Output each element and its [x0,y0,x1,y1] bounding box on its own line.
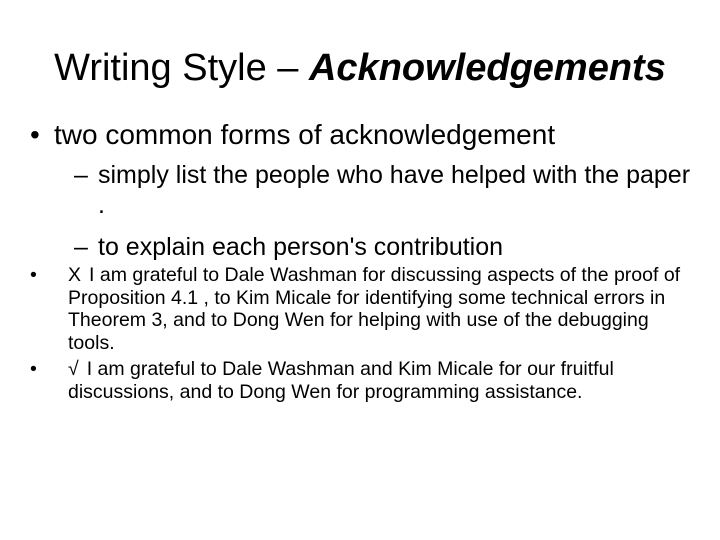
sub-bullet-text: to explain each person's contribution [98,233,504,261]
bullet-icon: • [30,358,37,380]
main-bullet [30,116,555,154]
example-item [30,358,700,403]
dash-icon: – [74,161,88,189]
sub-bullet-list [74,160,694,274]
check-mark-icon: √ [68,358,79,380]
bullet-icon: • [30,264,37,286]
bullet-icon: • [30,119,40,150]
sub-bullet-item [74,160,694,220]
title-prefix: Writing Style – [54,47,309,89]
sub-bullet-item [74,232,694,262]
cross-mark-icon: X [68,264,82,286]
example-text: I am grateful to Dale Washman and Kim Micale for our fruitful discussions, and to Dong Wen for programming assistance. [68,358,614,403]
main-bullet-text: two common forms of acknowledgement [54,119,556,150]
dash-icon: – [74,233,88,261]
example-item [30,264,700,354]
example-list [30,264,700,407]
slide-title [0,42,720,94]
example-text: I am grateful to Dale Washman for discussing aspects of the proof of Proposition 4.1 , to Kim Micale for identifying some technical errors in Theorem 3, and to Dong Wen for helping with use of the debugging tools. [68,264,681,354]
sub-bullet-text: simply list the people who have helped with the paper . [98,161,691,219]
title-emphasis: Acknowledgements [308,47,666,89]
